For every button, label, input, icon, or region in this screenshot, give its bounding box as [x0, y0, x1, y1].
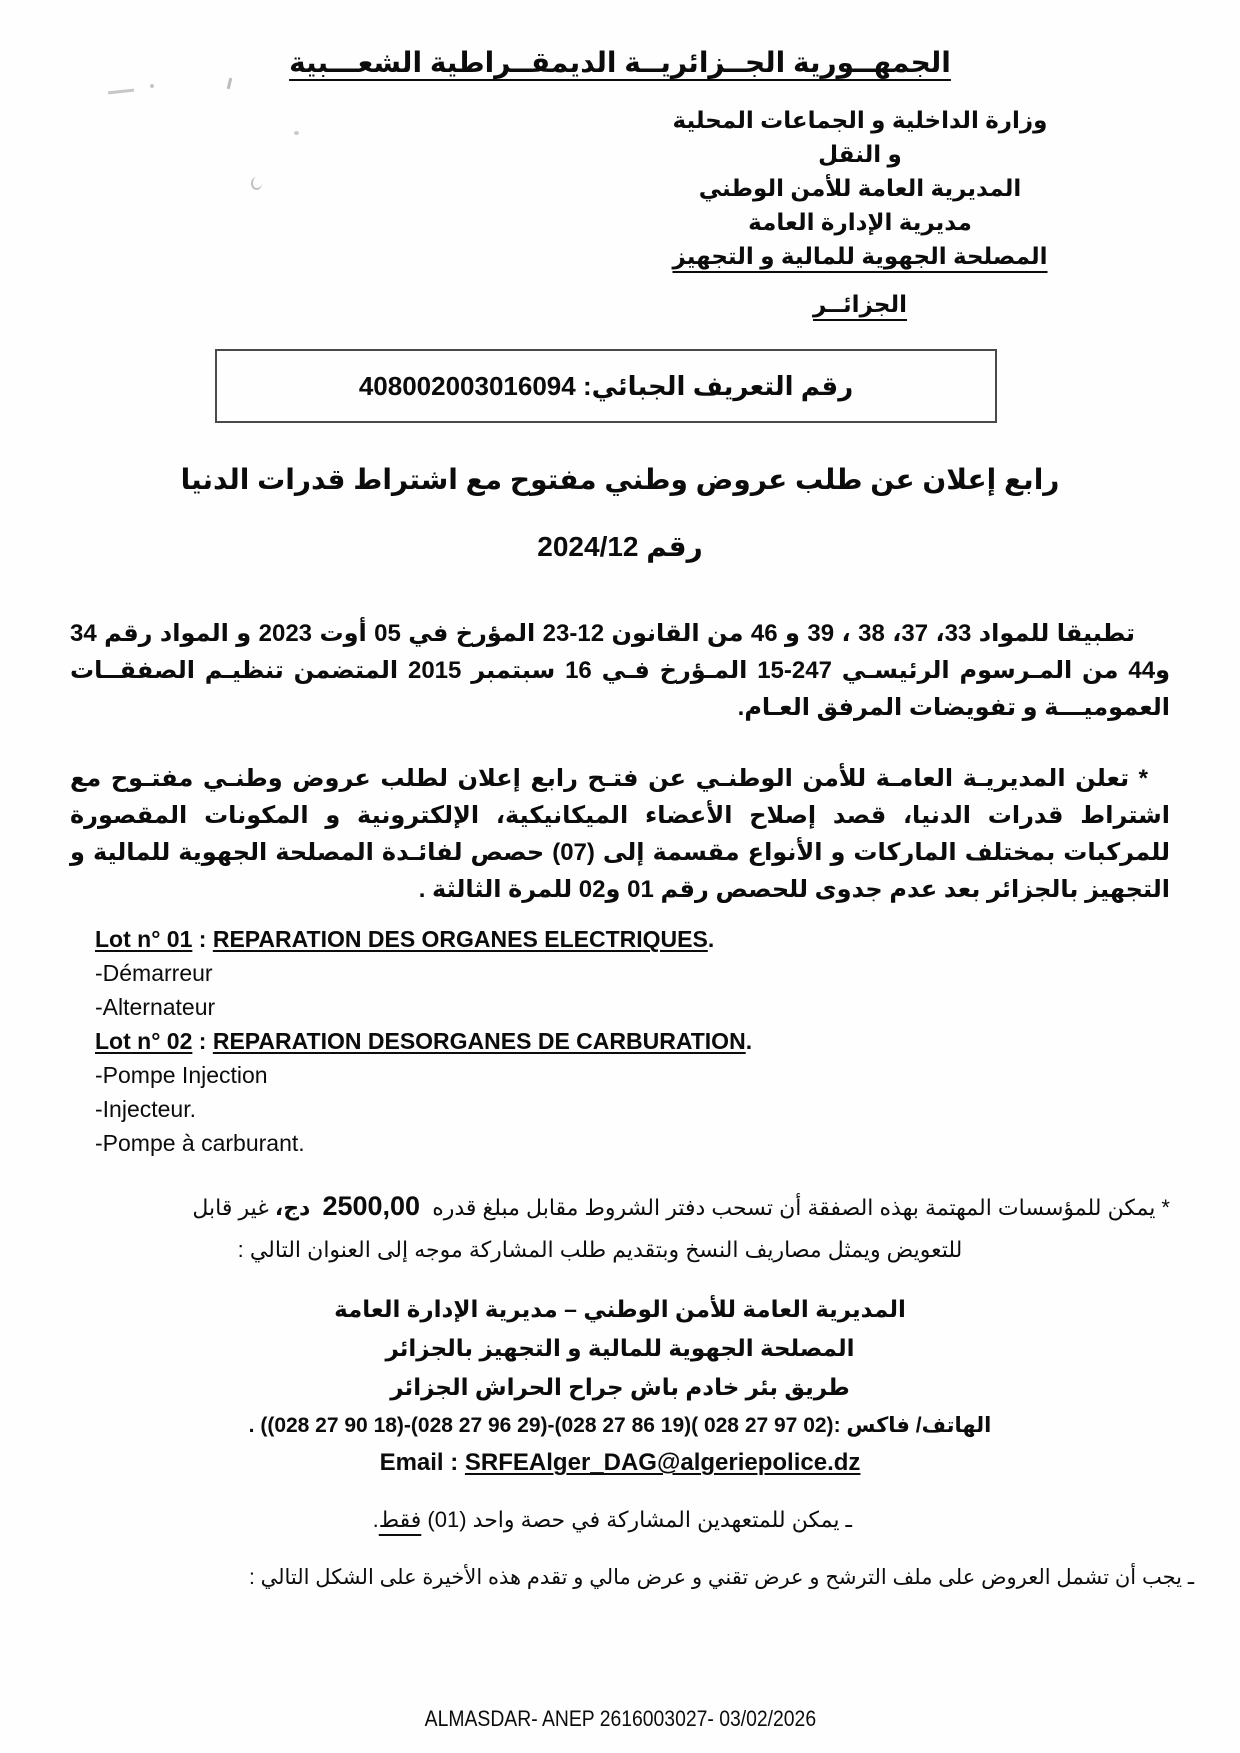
lot1-item: -Démarreur [95, 960, 213, 986]
scan-artifact [150, 84, 154, 88]
withdrawal-text-pre: * يمكن للمؤسسات المهتمة بهذه الصفقة أن تسحب دفتر الشروط مقابل مبلغ قدره [426, 1195, 1170, 1220]
lot2-period: . [745, 1028, 753, 1054]
participation-note-text: ـ يمكن للمتعهدين المشاركة في حصة واحد (01) [421, 1507, 852, 1532]
withdrawal-terms [30, 1188, 1170, 1268]
withdrawal-text-post: غير قابل [192, 1195, 275, 1220]
issuer-block [580, 103, 1140, 321]
lot2-heading [95, 1024, 1240, 1058]
republic-heading-text: الجمهــورية الجــزائريــة الديمقــراطية الشعـــبية [289, 47, 951, 78]
phone-fax-numbers: ((028 27 90 18)-(028 27 96 29)-(028 27 86 19)( 028 27 97 02) [260, 1414, 834, 1437]
anep-footer [0, 1706, 1240, 1732]
participation-note-period: . [372, 1507, 379, 1532]
tax-id-text: رقم التعريف الجبائي: 408002003016094 [358, 370, 854, 401]
address-line-street: طريق بئر خادم باش جراح الحراش الجزائر [390, 1374, 850, 1400]
withdrawal-line1 [30, 1188, 1170, 1226]
lot1-item: -Alternateur [95, 994, 216, 1020]
lot1-period: . [707, 926, 715, 952]
announcement-number: رقم 2024/12 [537, 531, 703, 562]
scan-artifact [227, 78, 233, 89]
lots-block [95, 922, 1240, 1160]
announcement-paragraph: * تعلن المديريـة العامـة للأمن الوطنـي عن فتـح رابع إعلان لطلب عروض وطنـي مفتـوح مع اشتراط قدرات الدنيا، قصد إصلاح الأعضاء الميكانيكية، الإلكترونية و المكونات المقصورة للمركبات بمختلف الماركات و الأنواع مقسمة إلى (07) حصص لفائـدة المصلحة الجهوية للمالية و التجهيز بالجزائر بعد عدم جدوى للحصص رقم 01 و02 للمرة الثالثة . [70, 765, 1170, 903]
scan-artifact [108, 89, 134, 95]
city-text: الجزائــر [813, 291, 907, 317]
address-line-service: المصلحة الجهوية للمالية و التجهيز بالجزائر [385, 1335, 855, 1361]
anep-footer-text: ALMASDAR- ANEP 2616003027- 03/02/2026 [424, 1706, 816, 1731]
republic-heading [0, 0, 1240, 79]
participation-note [0, 1507, 852, 1533]
phone-fax-line [0, 1409, 1240, 1443]
address-block [0, 1290, 1240, 1481]
email-line [0, 1445, 1240, 1481]
fee-currency: دج، [274, 1195, 317, 1220]
lot2-item: -Pompe Injection [95, 1062, 268, 1088]
lot1-heading [95, 922, 1240, 956]
scan-artifact [294, 131, 299, 135]
ministry-line-dag: مديرية الإدارة العامة [748, 209, 972, 235]
lot2-title: REPARATION DESORGANES DE CARBURATION [212, 1028, 746, 1054]
withdrawal-line2: للتعويض ويمثل مصاريف النسخ وبتقديم طلب المشاركة موجه إلى العنوان التالي : [237, 1237, 963, 1262]
phone-line-period: . [248, 1414, 261, 1437]
ministry-line-transport: و النقل [818, 141, 902, 167]
ministry-line-dgsn: المديرية العامة للأمن الوطني [698, 175, 1022, 201]
lot2-separator: : [192, 1028, 213, 1054]
lot2-item: -Pompe à carburant. [95, 1130, 305, 1156]
email-address: SRFEAlger_DAG@algeriepolice.dz [464, 1449, 861, 1476]
scan-artifact [251, 177, 262, 190]
legal-basis-paragraph: تطبيقا للمواد 33، 37، 38 ، 39 و 46 من القانون 12-23 المؤرخ في 05 أوت 2023 و المواد رقم 34 و44 من المـرسوم الرئيسـي 247-15 المـؤرخ فـي 16 سبتمبر 2015 المتضمن تنظيـم الصفقــات العموميـــة و تفويضات المرفق العـام. [70, 620, 1170, 721]
lot1-title: REPARATION DES ORGANES ELECTRIQUES [212, 926, 708, 952]
lot1-separator: : [192, 926, 213, 952]
announcement-title: رابع إعلان عن طلب عروض وطني مفتوح مع اشتراط قدرات الدنيا [180, 464, 1060, 495]
regional-service-text: المصلحة الجهوية للمالية و التجهيز [672, 243, 1048, 269]
phone-fax-label: الهاتف/ فاكس : [833, 1414, 992, 1437]
address-line-dgsn: المديرية العامة للأمن الوطني – مديرية الإدارة العامة [334, 1296, 906, 1322]
offers-format-note: ـ يجب أن تشمل العروض على ملف الترشح و عرض تقني و عرض مالي و تقدم هذه الأخيرة على الشكل التالي : [248, 1566, 1194, 1589]
lot2-label: Lot n° 02 [95, 1028, 193, 1054]
email-label: Email : [379, 1449, 465, 1476]
regional-service-line [580, 239, 1140, 273]
city-line [580, 287, 1140, 321]
tax-id-box [215, 349, 997, 423]
participation-note-emphasis: فقط [378, 1507, 422, 1532]
lot1-label: Lot n° 01 [95, 926, 193, 952]
fee-amount: 2500,00 [322, 1191, 421, 1221]
ministry-line-interior: وزارة الداخلية و الجماعات المحلية [672, 107, 1048, 133]
lot2-item: -Injecteur. [95, 1096, 196, 1122]
